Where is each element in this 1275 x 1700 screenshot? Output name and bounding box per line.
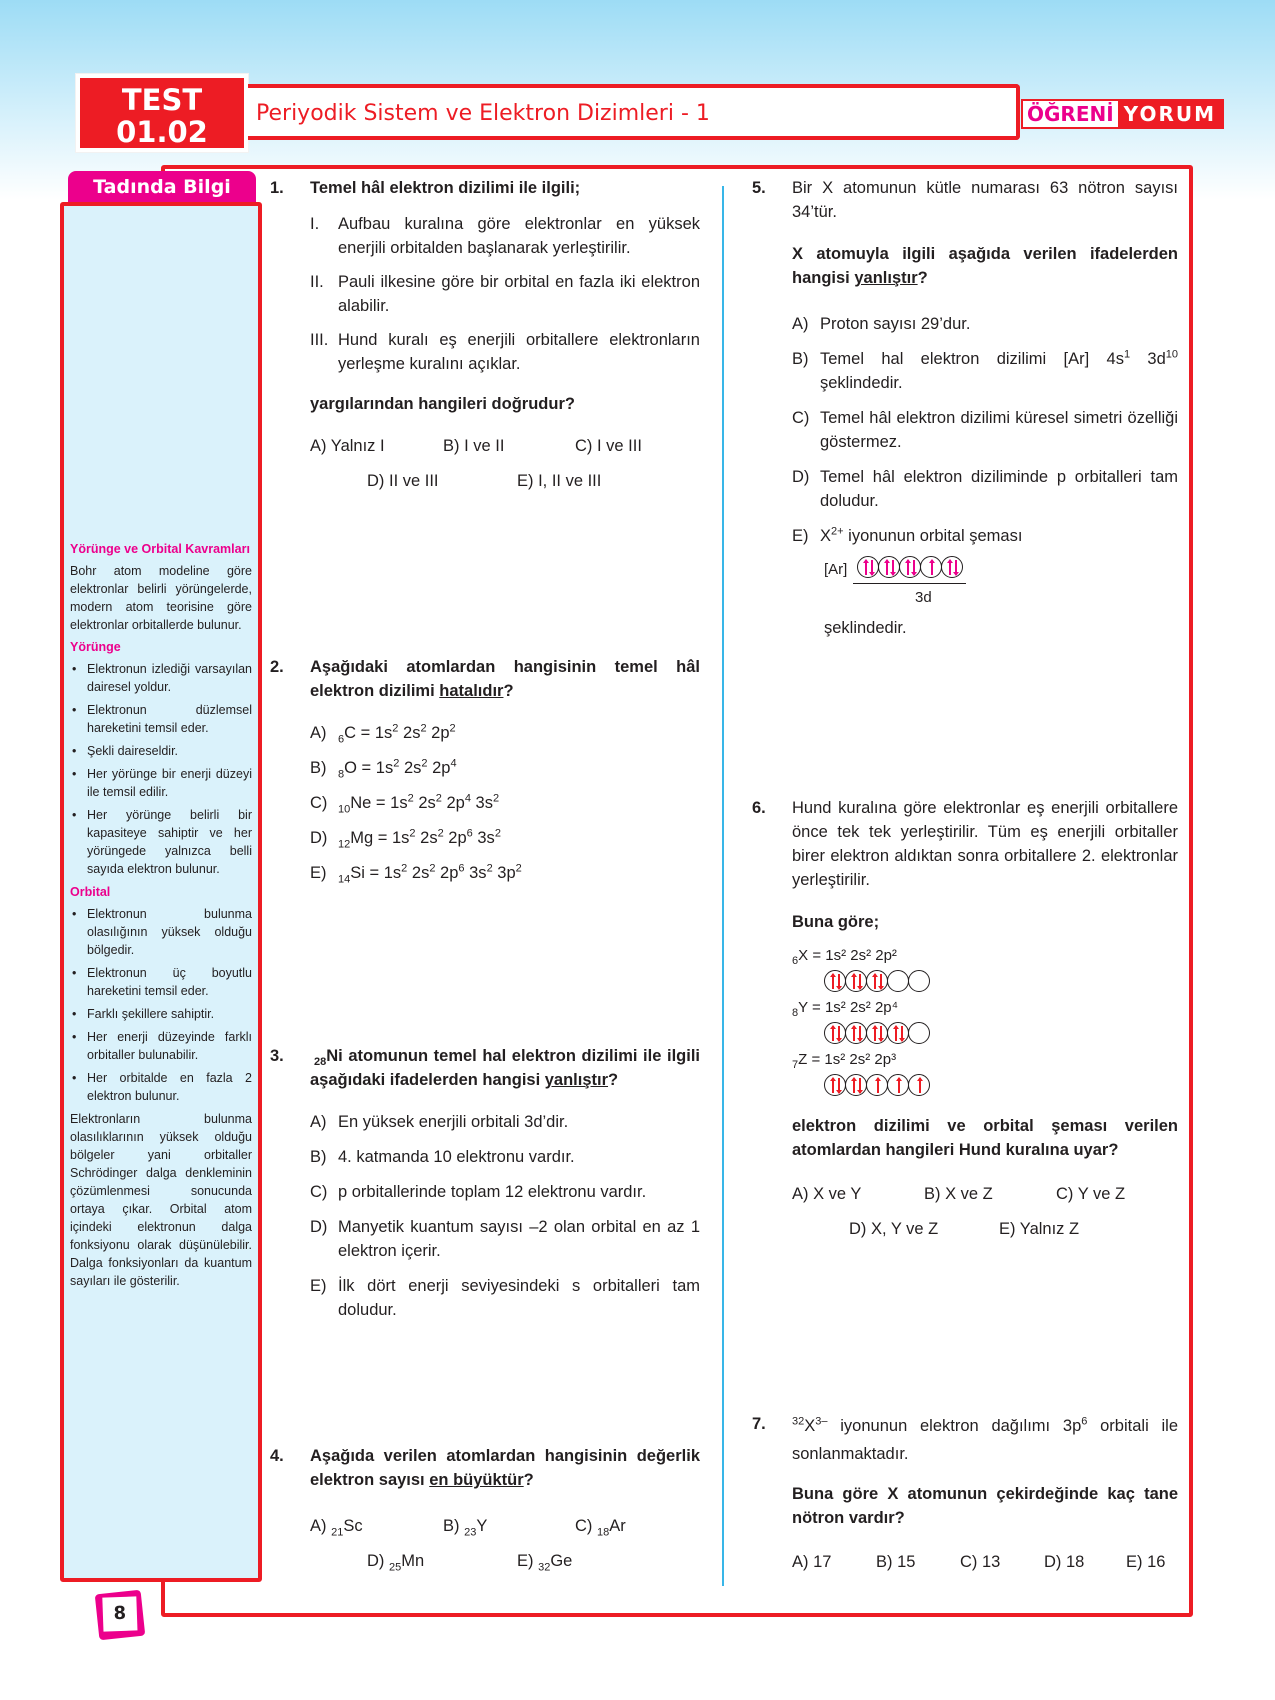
sidebar-outro: Elektronların bulunma olasılıklarının yüksek olduğu bölgeler yani orbitaller Schrödinger dalga denkleminin çözümlenmesi sonucunda ortaya çıkar. Orbital atom içindeki elektronun dalga fonksiyonu olarak düşünülebilir. Dalga fonksiyonları da kuantum sayıları ile gösterilir. xyxy=(70,1112,252,1288)
sidebar-heading: Yörünge ve Orbital Kavramları xyxy=(70,542,250,556)
atom-config-y: $_8$Y = 1s² 2s² 2p⁴ xyxy=(792,998,1178,1044)
orbital-circle-icon xyxy=(824,1022,846,1044)
answer-option-a[interactable]: A) $_{21}$Sc xyxy=(310,1517,363,1539)
test-badge xyxy=(76,74,248,152)
list-item: • Her orbitalde en fazla 2 elektron bulunur. xyxy=(70,1069,252,1105)
question-7 xyxy=(752,1412,1178,1574)
orbital-circle-icon xyxy=(908,1022,930,1044)
question-prompt: yargılarından hangileri doğrudur? xyxy=(310,395,575,413)
answer-option-b[interactable]: B) Temel hal elektron dizilimi [Ar] $4s^1$ $3d^{10}$ şeklindedir. xyxy=(792,348,1179,392)
list-item: • Farklı şekillere sahiptir. xyxy=(70,1005,252,1023)
answer-option-d[interactable]: D) II ve III xyxy=(367,472,439,490)
answer-option-b[interactable]: B) I ve II xyxy=(443,437,505,455)
orbital-circle-icon xyxy=(845,970,867,992)
answer-option-c[interactable]: C) $_{10}Ne = 1s^2$ $2s^2$ $2p^4$ $3s^2$ xyxy=(310,792,500,816)
answer-option-e[interactable]: E) 16 xyxy=(1126,1553,1166,1571)
atom-config-x: $_6$X = 1s² 2s² 2p² xyxy=(792,946,1178,992)
question-stem: Aşağıdaki atomlardan hangisinin temel hâl elektron dizilimi hatalıdır? xyxy=(310,658,700,700)
question-number: 4. xyxy=(270,1447,284,1465)
sidebar-list-yorunge xyxy=(70,660,252,878)
sidebar-list-orbital xyxy=(70,905,252,1105)
page-number: 8 xyxy=(102,1596,137,1631)
orbital-circle-icon xyxy=(845,1022,867,1044)
answer-option-d[interactable]: D) Manyetik kuantum sayısı –2 olan orbital en az 1 elektron içerir. xyxy=(310,1218,700,1260)
question-stem: X atomuyla ilgili aşağıda verilen ifadelerden hangisi yanlıştır? xyxy=(792,245,1178,287)
question-number: 6. xyxy=(752,799,766,817)
answer-option-c[interactable]: C) $_{18}$Ar xyxy=(575,1517,626,1539)
brand-logo xyxy=(1021,99,1224,129)
orbital-circle-icon xyxy=(866,1074,888,1096)
answer-option-c[interactable]: C) p orbitallerinde toplam 12 elektronu vardır. xyxy=(310,1183,647,1201)
answer-option-e[interactable]: E) Yalnız Z xyxy=(999,1220,1080,1238)
answer-option-b[interactable]: B) $_8O = 1s^2$ $2s^2$ $2p^4$ xyxy=(310,757,457,781)
answer-option-d[interactable]: D) X, Y ve Z xyxy=(849,1220,939,1238)
orbital-circle-icon xyxy=(941,556,963,578)
answer-option-a[interactable]: A) X ve Y xyxy=(792,1185,862,1203)
question-number: 2. xyxy=(270,658,284,676)
list-item: • Her yörünge belirli bir kapasiteye sahiptir ve her yörüngede yalnızca belli sayıda elektron bulunur. xyxy=(70,806,252,878)
answer-option-d[interactable]: D) $_{25}$Mn xyxy=(367,1552,425,1574)
answer-option-d[interactable]: D) $_{12}Mg = 1s^2$ $2s^2$ $2p^6$ $3s^2$ xyxy=(310,827,501,851)
list-item: • Elektronun izlediği varsayılan dairesel yoldur. xyxy=(70,660,252,696)
answer-option-c[interactable]: C) 13 xyxy=(960,1553,1001,1571)
answer-option-e[interactable]: E) $_{32}$Ge xyxy=(517,1552,573,1574)
question-stem: $_{28}$Ni atomunun temel hal elektron dizilimi ile ilgili aşağıdaki ifadelerden hangisi yanlıştır? xyxy=(310,1047,700,1089)
question-prompt: Buna göre X atomunun çekirdeğinde kaç tane nötron vardır? xyxy=(792,1485,1178,1527)
orbital-circle-icon xyxy=(878,556,900,578)
statement: I. Aufbau kuralına göre elektronlar en yüksek enerjili orbitalden başlanarak yerleştirilir. xyxy=(310,215,700,257)
question-number: 7. xyxy=(752,1415,766,1433)
orbital-circle-icon xyxy=(887,970,909,992)
list-item: • Her enerji düzeyinde farklı orbitaller bulunabilir. xyxy=(70,1028,252,1064)
answer-option-b[interactable]: B) 15 xyxy=(876,1553,916,1571)
orbital-circle-icon xyxy=(845,1074,867,1096)
atom-config-z: $_7$Z = 1s² 2s² 2p³ xyxy=(792,1050,1178,1096)
question-lead: Buna göre; xyxy=(792,913,880,931)
statement: II. Pauli ilkesine göre bir orbital en fazla iki elektron alabilir. xyxy=(310,273,700,315)
page-title-box xyxy=(248,84,1020,140)
list-item: • Şekli daireseldir. xyxy=(70,742,252,760)
question-6 xyxy=(752,796,1178,1241)
answer-option-d[interactable]: D) 18 xyxy=(1044,1553,1085,1571)
answer-option-e[interactable]: E) $X^{2+}$ iyonunun orbital şeması [Ar] 3d şeklindedir. xyxy=(792,524,1178,640)
orbital-circle-icon xyxy=(908,970,930,992)
list-item: • Her yörünge bir enerji düzeyi ile temsil edilir. xyxy=(70,765,252,801)
answer-option-c[interactable]: C) Y ve Z xyxy=(1056,1185,1126,1203)
answer-option-b[interactable]: B) $_{23}$Y xyxy=(443,1517,488,1539)
orbital-circle-icon xyxy=(899,556,921,578)
orbital-circle-icon xyxy=(857,556,879,578)
answer-option-c[interactable]: C) Temel hâl elektron dizilimi küresel simetri özelliği göstermez. xyxy=(792,409,1178,451)
brand-part-2: YORUM xyxy=(1118,101,1222,127)
orbital-circle-icon xyxy=(824,970,846,992)
page-number-badge xyxy=(95,1590,146,1641)
orbital-circle-icon xyxy=(908,1074,930,1096)
question-intro: $^{32}X^{3-}$ iyonunun elektron dağılımı $3p^6$ orbitali ile sonlanmaktadır. xyxy=(792,1415,1178,1463)
test-label: TEST xyxy=(121,83,203,117)
question-intro: Hund kuralına göre elektronlar eş enerjili orbitallere önce tek tek yerleştirilir. Tüm eş enerjili orbitaller birer elektron aldıktan sonra orbitallere 2. elektronlar yerleştirilir. xyxy=(792,799,1178,889)
sidebar-section-title: Yörünge xyxy=(70,640,121,654)
answer-option-a[interactable]: A) En yüksek enerjili orbitali 3d’dir. xyxy=(310,1113,569,1131)
answer-option-a[interactable]: A) $_6C = 1s^2$ $2s^2$ $2p^2$ xyxy=(310,722,456,746)
answer-option-b[interactable]: B) 4. katmanda 10 elektronu vardır. xyxy=(310,1148,575,1166)
question-number: 5. xyxy=(752,179,766,197)
orbital-boxes xyxy=(824,970,1178,992)
question-3 xyxy=(270,1044,700,1322)
answer-option-e[interactable]: E) I, II ve III xyxy=(517,472,602,490)
answer-option-b[interactable]: B) X ve Z xyxy=(924,1185,993,1203)
sidebar-tab: Tadında Bilgi xyxy=(68,171,256,203)
question-intro: Bir X atomunun kütle numarası 63 nötron sayısı 34’tür. xyxy=(792,179,1178,221)
orbital-circle-icon xyxy=(824,1074,846,1096)
info-sidebar xyxy=(60,202,262,1582)
column-divider xyxy=(722,186,724,1586)
question-2 xyxy=(270,655,700,885)
question-stem: Aşağıda verilen atomlardan hangisinin değerlik elektron sayısı en büyüktür? xyxy=(310,1447,700,1489)
page-title: Periyodik Sistem ve Elektron Dizimleri - 1 xyxy=(256,101,710,126)
answer-option-e[interactable]: E) $_{14}Si = 1s^2$ $2s^2$ $2p^6$ $3s^2$ $3p^2$ xyxy=(310,862,522,886)
subshell-label: 3d xyxy=(915,589,932,606)
question-4 xyxy=(270,1444,700,1573)
orbital-boxes xyxy=(853,556,966,584)
sidebar-intro: Bohr atom modeline göre elektronlar belirli yörüngelerde, modern atom teorisine göre elektronlar orbitallerde bulunur. xyxy=(70,564,252,632)
answer-option-a[interactable]: A) Proton sayısı 29’dur. xyxy=(792,315,971,333)
brand-part-1: ÖĞRENİ xyxy=(1023,101,1118,127)
question-1 xyxy=(270,176,700,493)
list-item: • Elektronun üç boyutlu hareketini temsil eder. xyxy=(70,964,252,1000)
answer-option-a[interactable]: A) 17 xyxy=(792,1553,832,1571)
answer-option-a[interactable]: A) Yalnız I xyxy=(310,437,385,455)
statement: III. Hund kuralı eş enerjili orbitallere elektronların yerleşme kuralını açıklar. xyxy=(310,331,700,373)
question-number: 1. xyxy=(270,179,284,197)
orbital-diagram: [Ar] xyxy=(824,556,1178,584)
sidebar-section-title: Orbital xyxy=(70,885,111,899)
question-prompt: elektron dizilimi ve orbital şeması verilen atomlardan hangileri Hund kuralına uyar? xyxy=(792,1117,1178,1159)
answer-option-e[interactable]: E) İlk dört enerji seviyesindeki s orbitalleri tam doludur. xyxy=(310,1277,700,1319)
orbital-boxes xyxy=(824,1074,1178,1096)
list-item: • Elektronun düzlemsel hareketini temsil eder. xyxy=(70,701,252,737)
orbital-circle-icon xyxy=(887,1022,909,1044)
question-stem: Temel hâl elektron dizilimi ile ilgili; xyxy=(310,179,581,197)
orbital-circle-icon xyxy=(866,1022,888,1044)
test-number: 01.02 xyxy=(116,115,208,149)
orbital-boxes xyxy=(824,1022,1178,1044)
list-item: • Elektronun bulunma olasılığının yüksek olduğu bölgedir. xyxy=(70,905,252,959)
answer-option-c[interactable]: C) I ve III xyxy=(575,437,642,455)
orbital-circle-icon xyxy=(887,1074,909,1096)
orbital-circle-icon xyxy=(866,970,888,992)
question-5 xyxy=(752,176,1178,640)
answer-option-d[interactable]: D) Temel hâl elektron diziliminde p orbitalleri tam doludur. xyxy=(792,468,1178,510)
question-number: 3. xyxy=(270,1047,284,1065)
orbital-circle-icon xyxy=(920,556,942,578)
